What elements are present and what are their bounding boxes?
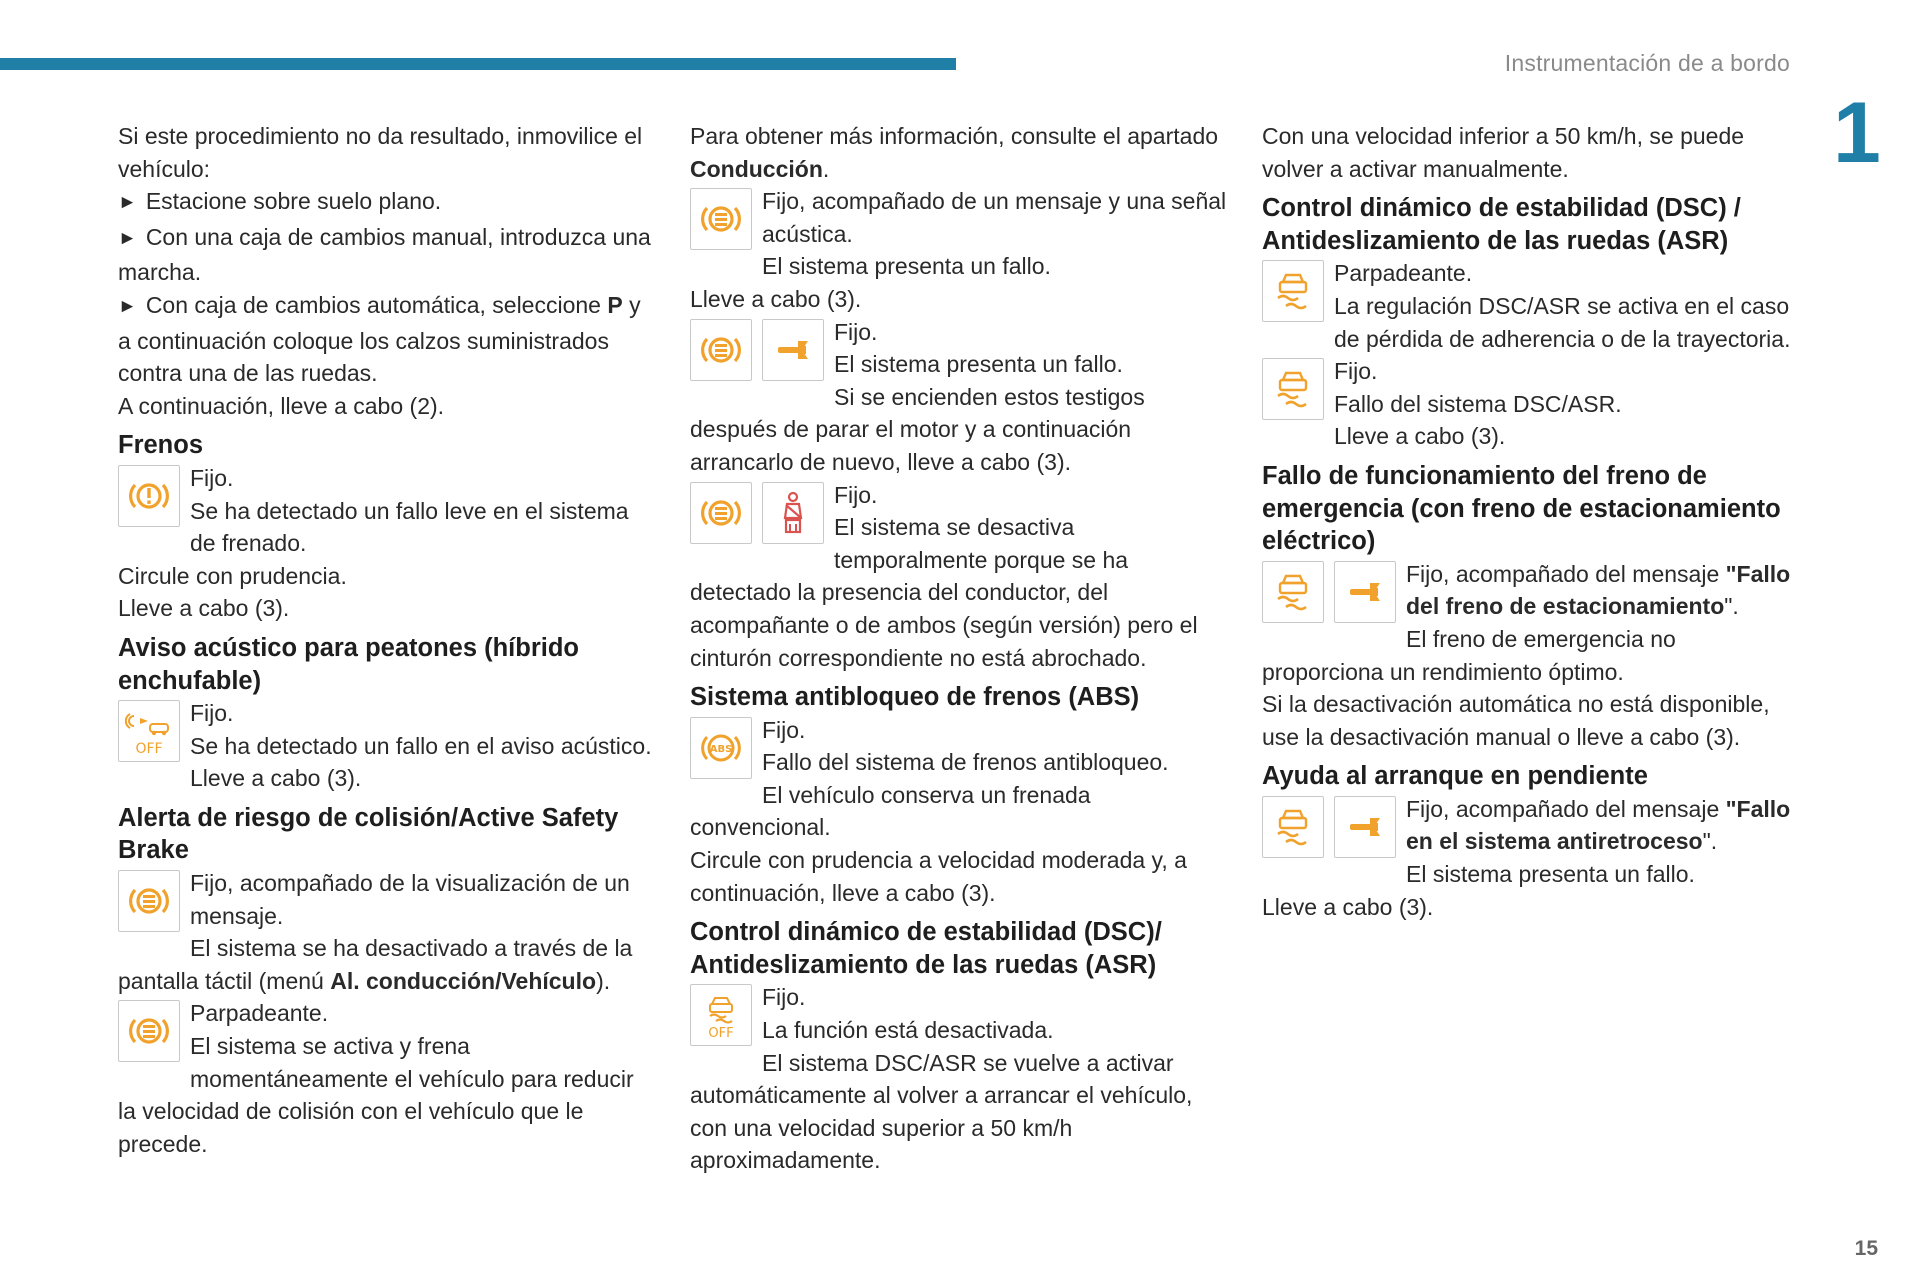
svg-text:OFF: OFF bbox=[708, 1026, 734, 1041]
collision-brake-icon bbox=[118, 1000, 180, 1062]
block-seatbelt: Fijo. El sistema se desactiva temporalmente porque se ha detectado la presencia del conductor, del acompañante o de ambos (según versión) pero el cinturón correspondiente no está abrochado. bbox=[690, 481, 1198, 671]
ayuda-block: Fijo, acompañado del mensaje "Fallo en el sistema antiretroceso". bbox=[1262, 793, 1802, 858]
ayuda-heading: Ayuda al arranque en pendiente bbox=[1262, 762, 1648, 791]
step-item: ► Con caja de cambios automática, seleccione P y a continuación coloque los calzos suministrados contra una de las ruedas. bbox=[118, 291, 641, 387]
stability-control-icon bbox=[1262, 796, 1324, 858]
column-2: Para obtener más información, consulte el apartado Conducción. Fijo, acompañado de un mensaje y una señal acústica. El sistema presenta un fallo. Lleve a cabo (3). Fijo. El sistema presenta un fallo. Si se encienden estos testigos después de parar el motor y a continuación arrancarlo de nuevo, lleve a cabo (3). Fijo. El sistema se desactiva temporalmente porque se ha detectado la presencia del conductor, del acompañante o de ambos (según versión) pero el cinturón correspondiente no está abrochado. Sistema antibloqueo de frenos (ABS) ABS Fijo. Fallo del sistema de frenos antibloqueo. El vehículo conserva un frenada convencional. Circule con prudencia a velocidad moderada y, a continuación, lleve a cabo (3). Control dinámico de estabilidad (DSC)/ Antideslizamiento de las ruedas (ASR) OFF Fijo. La función está desactivada. El sistema DSC/ASR se vuelve a activar automáticamente al volver a arrancar el vehículo, con una velocidad superior a 50 km/h aproximadamente. bbox=[690, 120, 1230, 1177]
intro-text: Si este procedimiento no da resultado, inmovilice el vehículo: bbox=[118, 123, 643, 182]
column-3: Con una velocidad inferior a 50 km/h, se puede volver a activar manualmente. Control dinámico de estabilidad (DSC) / Antideslizamiento de las ruedas (ASR) Parpadeante. La regulación DSC/ASR se activa en el caso de pérdida de adherencia o de la trayectoria. Fijo. Fallo del sistema DSC/ASR. Lleve a cabo (3). Fallo de funcionamiento del freno de emergencia (con freno de estacionamiento eléctrico) Fijo, acompañado del mensaje "Fallo del freno de estacionamiento". El freno de emergencia no proporciona un rendimiento óptimo. Si la desactivación automática no está disponible, use la desactivación manual o lleve a cabo (3). Ayuda al arranque en pendiente Fijo, acompañado del mensaje "Fallo en el sistema antiretroceso". El sistema presenta un fallo. Lleve a cabo (3). bbox=[1262, 120, 1802, 923]
seatbelt-icon bbox=[762, 482, 824, 544]
brake-warning-icon bbox=[118, 465, 180, 527]
stability-off-icon bbox=[690, 984, 752, 1046]
step-item: ► Con una caja de cambios manual, introduzca una marcha. bbox=[118, 223, 651, 286]
frenos-block: Fijo. Se ha detectado un fallo leve en el sistema de frenado. bbox=[118, 462, 656, 560]
arrow-bullet-icon: ► bbox=[118, 227, 137, 249]
abs-block: ABS Fijo. Fallo del sistema de frenos antibloqueo. bbox=[690, 714, 1230, 779]
arrow-bullet-icon: ► bbox=[118, 295, 137, 317]
wrench-icon bbox=[762, 319, 824, 381]
section-title: Instrumentación de a bordo bbox=[1504, 50, 1790, 76]
dsc-flashing-block: Parpadeante. La regulación DSC/ASR se activa en el caso de pérdida de adherencia o de la trayectoria. bbox=[1262, 257, 1802, 355]
column-1: Si este procedimiento no da resultado, inmovilice el vehículo: ► Estacione sobre suelo plano. ► Con una caja de cambios manual, introduzca una marcha. ► Con caja de cambios automática, seleccione P y a continuación coloque los calzos suministrados contra una de las ruedas. A continuación, lleve a cabo (2). Frenos Fijo. Se ha detectado un fallo leve en el sistema de frenado. Circule con prudencia. Lleve a cabo (3). Aviso acústico para peatones (híbrido enchufable) OFF Fijo. Se ha detectado un fallo en el aviso acústico. Lleve a cabo (3). Alerta de riesgo de colisión/Active Safety Brake Fijo, acompañado de la visualización de un mensaje. El sistema se ha desactivado a través de la pantalla táctil (menú Al. conducción/Vehículo). Parpadeante. El sistema se activa y frena momentáneamente el vehículo para reducir la velocidad de colisión con el vehículo que le precede. bbox=[118, 120, 656, 1160]
block-collision-service: Fijo. El sistema presenta un fallo. bbox=[690, 316, 1230, 381]
collision-brake-icon bbox=[690, 188, 752, 250]
stability-control-icon bbox=[1262, 358, 1324, 420]
chapter-number: 1 bbox=[1833, 85, 1881, 181]
alerta-block-flashing: Parpadeante. El sistema se activa y frena momentáneamente el vehículo para reducir la velocidad de colisión con el vehículo que le precede. bbox=[118, 1000, 634, 1157]
arrow-bullet-icon: ► bbox=[118, 192, 137, 214]
aviso-heading: Aviso acústico para peatones (híbrido enchufable) bbox=[118, 633, 579, 695]
stability-control-icon bbox=[1262, 561, 1324, 623]
alerta-heading: Alerta de riesgo de colisión/Active Safety Brake bbox=[118, 803, 619, 865]
header-accent-bar bbox=[0, 58, 956, 70]
dsc-fixed-block: Fijo. Fallo del sistema DSC/ASR. bbox=[1262, 355, 1802, 420]
freno-block: Fijo, acompañado del mensaje "Fallo del freno de estacionamiento". bbox=[1262, 558, 1802, 623]
aviso-block: OFF Fijo. Se ha detectado un fallo en el aviso acústico. bbox=[118, 697, 656, 762]
stability-control-icon bbox=[1262, 260, 1324, 322]
frenos-heading: Frenos bbox=[118, 431, 204, 460]
block-collision-fault: Fijo, acompañado de un mensaje y una señal acústica. bbox=[690, 185, 1230, 250]
dsc-heading: Control dinámico de estabilidad (DSC) / Antideslizamiento de las ruedas (ASR) bbox=[1262, 194, 1741, 255]
dsc-off-block: OFF Fijo. La función está desactivada. bbox=[690, 981, 1230, 1046]
step-item: ► Estacione sobre suelo plano. bbox=[118, 188, 442, 215]
abs-icon bbox=[690, 717, 752, 779]
pedestrian-sound-off-icon bbox=[118, 700, 180, 762]
collision-brake-icon bbox=[118, 870, 180, 932]
svg-text:ABS: ABS bbox=[709, 743, 733, 755]
collision-brake-icon bbox=[690, 319, 752, 381]
wrench-icon bbox=[1334, 796, 1396, 858]
collision-brake-icon bbox=[690, 482, 752, 544]
freno-heading: Fallo de funcionamiento del freno de emergencia (con freno de estacionamiento eléctrico) bbox=[1262, 461, 1781, 556]
then-text: A continuación, lleve a cabo (2). bbox=[118, 392, 445, 419]
wrench-icon bbox=[1334, 561, 1396, 623]
page-number: 15 bbox=[1854, 1237, 1878, 1260]
alerta-block-fixed: Fijo, acompañado de la visualización de un mensaje. bbox=[118, 867, 656, 932]
svg-text:OFF: OFF bbox=[135, 741, 163, 757]
dsc-off-heading: Control dinámico de estabilidad (DSC)/ Antideslizamiento de las ruedas (ASR) bbox=[690, 918, 1162, 979]
abs-heading: Sistema antibloqueo de frenos (ABS) bbox=[690, 683, 1140, 712]
